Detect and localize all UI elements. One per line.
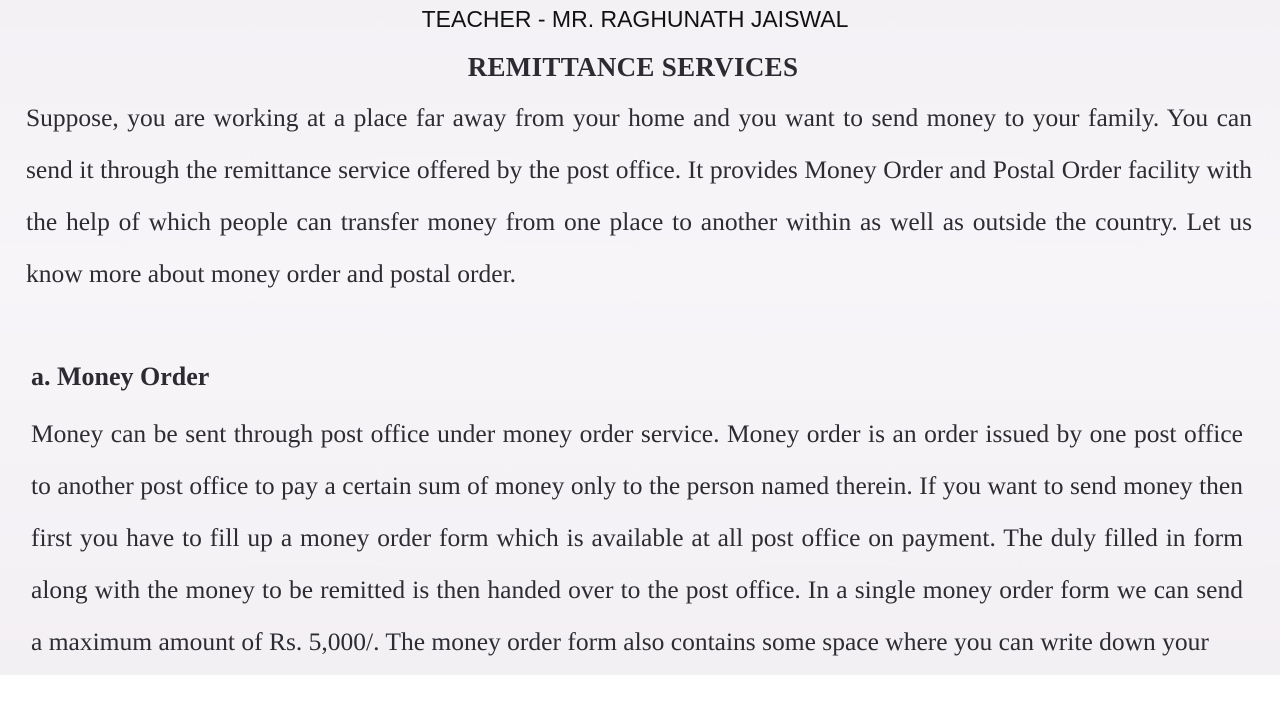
teacher-caption: TEACHER - MR. RAGHUNATH JAISWAL (421, 6, 849, 32)
document-title: REMITTANCE SERVICES (467, 52, 799, 82)
section-heading-money-order: a. Money Order (31, 362, 210, 391)
intro-paragraph: Suppose, you are working at a place far away from your home and you want to send money to your family. You can send it through the remittance service offered by the post office. It provides Money Order and Postal Order facility with the help of which people can transfer money from one place to another within as well as outside the country. Let us know more about money order and postal order. (26, 103, 1252, 288)
bottom-margin (0, 675, 1280, 720)
money-order-paragraph: Money can be sent through post office under money order service. Money order is an order issued by one post office to another post office to pay a certain sum of money only to the person named therein. If you want to send money then first you have to fill up a money order form which is available at all post office on payment. The duly filled in form along with the money to be remitted is then handed over to the post office. In a single money order form we can send a maximum amount of Rs. 5,000/. The money order form also contains some space where you can write down your (31, 419, 1243, 656)
